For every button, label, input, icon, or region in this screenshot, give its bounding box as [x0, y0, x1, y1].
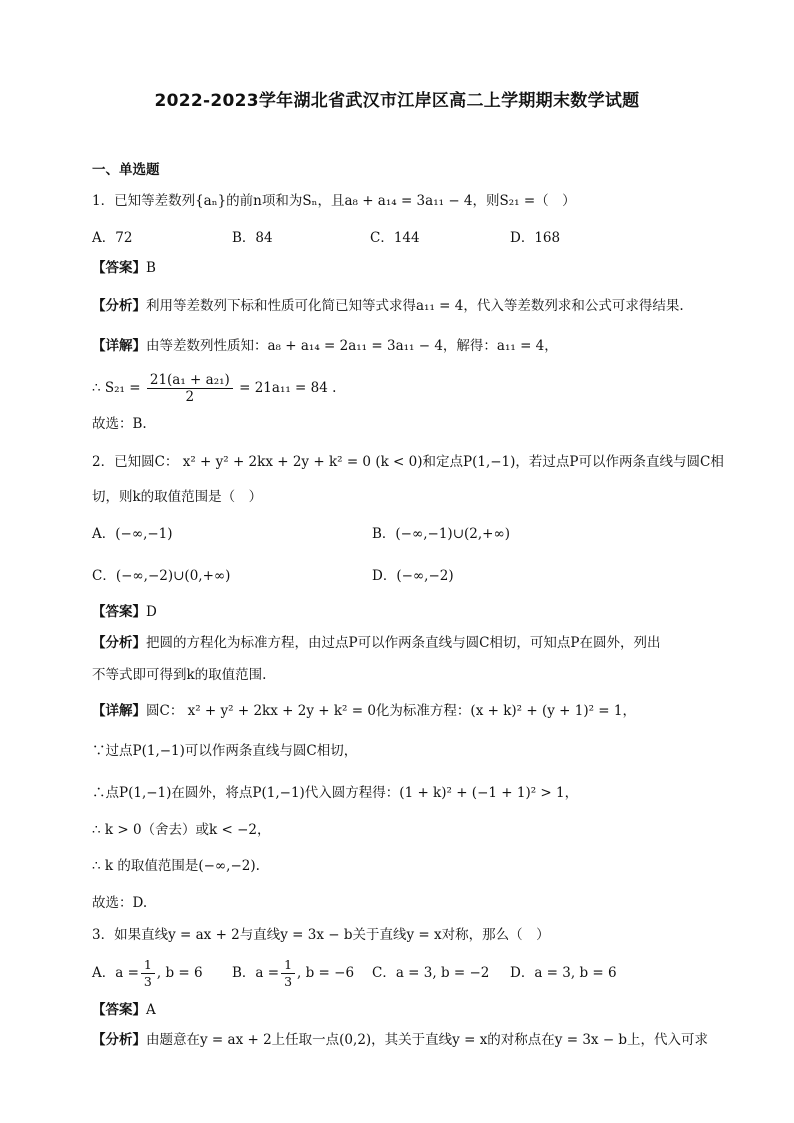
- analysis-text: 把圆的方程化为标准方程，由过点P可以作两条直线与圆C相切，可知点P在圆外，列出: [146, 635, 661, 651]
- option-rest: , b = −6: [297, 965, 355, 981]
- option-prefix: D．: [510, 965, 535, 981]
- fraction: [281, 957, 295, 990]
- q3-option-b: [232, 956, 354, 990]
- q3-answer: [92, 1000, 734, 1020]
- detail-text: 由等差数列性质知：a₈ + a₁₄ = 2a₁₁ = 3a₁₁ − 4，解得：a₁₁ = 4，: [146, 338, 558, 354]
- option-lhs: a =: [115, 965, 139, 981]
- q2-analysis-line1: [92, 633, 734, 653]
- q1-sum-formula: [92, 370, 734, 406]
- question-3-stem: 3．如果直线y = ax + 2与直线y = 3x − b关于直线y = x对称，那么（ ）: [92, 927, 550, 943]
- answer-value: B: [146, 260, 156, 276]
- q1-detail: [92, 336, 734, 356]
- option-prefix: C．: [372, 965, 396, 981]
- answer-tag: 【答案】: [92, 1002, 146, 1018]
- q2-detail-line5: ∴ k 的取值范围是(−∞,−2).: [92, 858, 260, 874]
- q2-detail-line3: ∴点P(1,−1)在圆外，将点P(1,−1)代入圆方程得：(1 + k)² + (−1 + 1)² > 1，: [92, 785, 579, 801]
- fraction-denominator: 3: [143, 974, 152, 989]
- option-text: a = 3, b = −2: [395, 965, 490, 981]
- formula-rhs: = 21a₁₁ = 84 .: [239, 380, 337, 396]
- option-prefix: A．: [92, 965, 116, 981]
- question-1-stem: 1．已知等差数列{aₙ}的前n项和为Sₙ，且a₈ + a₁₄ = 3a₁₁ − 4，则S₂₁ =（ ）: [92, 193, 576, 209]
- q2-option-c: C．(−∞,−2)∪(0,+∞): [92, 568, 231, 584]
- q2-option-b: B．(−∞,−1)∪(2,+∞): [372, 526, 510, 542]
- page-title: 2022-2023学年湖北省武汉市江岸区高二上学期期末数学试题: [154, 91, 640, 111]
- q1-conclusion: 故选：B.: [92, 416, 147, 432]
- fraction: [147, 372, 233, 405]
- q1-answer: [92, 258, 734, 278]
- q1-analysis: [92, 296, 734, 316]
- option-text: a = 3, b = 6: [534, 965, 617, 981]
- fraction: [141, 957, 155, 990]
- answer-tag: 【答案】: [92, 260, 146, 276]
- q1-option-d: D．168: [510, 230, 561, 246]
- q1-option-c: C．144: [370, 230, 420, 246]
- question-2-stem-line2: 切，则k的取值范围是（ ）: [92, 489, 263, 505]
- section-heading: 一、单选题: [92, 162, 160, 178]
- fraction-denominator: 2: [185, 389, 195, 405]
- option-lhs: a =: [255, 965, 280, 981]
- q2-option-d: D．(−∞,−2): [372, 568, 454, 584]
- q2-analysis-line2: 不等式即可得到k的取值范围.: [92, 667, 267, 683]
- q2-answer: [92, 602, 734, 622]
- q3-option-c: [372, 963, 489, 983]
- q2-option-a: A．(−∞,−1): [92, 526, 173, 542]
- detail-tag: 【详解】: [92, 338, 146, 354]
- q2-detail-line1: [92, 701, 734, 721]
- fraction-numerator: 1: [141, 957, 155, 974]
- detail-tag: 【详解】: [92, 703, 146, 719]
- q1-option-a: A．72: [92, 230, 133, 246]
- q3-option-d: [510, 963, 617, 983]
- q2-detail-line2: ∵过点P(1,−1)可以作两条直线与圆C相切，: [92, 743, 358, 759]
- analysis-tag: 【分析】: [92, 1032, 146, 1048]
- fraction-denominator: 3: [284, 974, 293, 989]
- detail-text: 圆C： x² + y² + 2kx + 2y + k² = 0化为标准方程：(x + k)² + (y + 1)² = 1，: [146, 703, 637, 719]
- q3-analysis: [92, 1030, 734, 1050]
- q2-conclusion: 故选：D.: [92, 895, 148, 911]
- answer-tag: 【答案】: [92, 604, 146, 620]
- fraction-numerator: 21(a₁ + a₂₁): [147, 372, 233, 389]
- formula-lhs: ∴ S₂₁ =: [92, 380, 141, 396]
- fraction-numerator: 1: [281, 957, 295, 974]
- answer-value: A: [146, 1002, 156, 1018]
- option-rest: , b = 6: [156, 965, 203, 981]
- q3-option-a: [92, 956, 203, 990]
- analysis-text: 利用等差数列下标和性质可化简已知等式求得a₁₁ = 4，代入等差数列求和公式可求得结果.: [146, 298, 684, 314]
- q1-option-b: B．84: [232, 230, 273, 246]
- analysis-text: 由题意在y = ax + 2上任取一点(0,2)，其关于直线y = x的对称点在y = 3x − b上，代入可求: [146, 1032, 709, 1048]
- q2-detail-line4: ∴ k > 0（舍去）或k < −2，: [92, 822, 271, 838]
- option-prefix: B．: [232, 965, 256, 981]
- analysis-tag: 【分析】: [92, 298, 146, 314]
- analysis-tag: 【分析】: [92, 635, 146, 651]
- answer-value: D: [146, 604, 157, 620]
- question-2-stem-line1: 2．已知圆C： x² + y² + 2kx + 2y + k² = 0 (k < 0)和定点P(1,−1)，若过点P可以作两条直线与圆C相: [92, 454, 724, 470]
